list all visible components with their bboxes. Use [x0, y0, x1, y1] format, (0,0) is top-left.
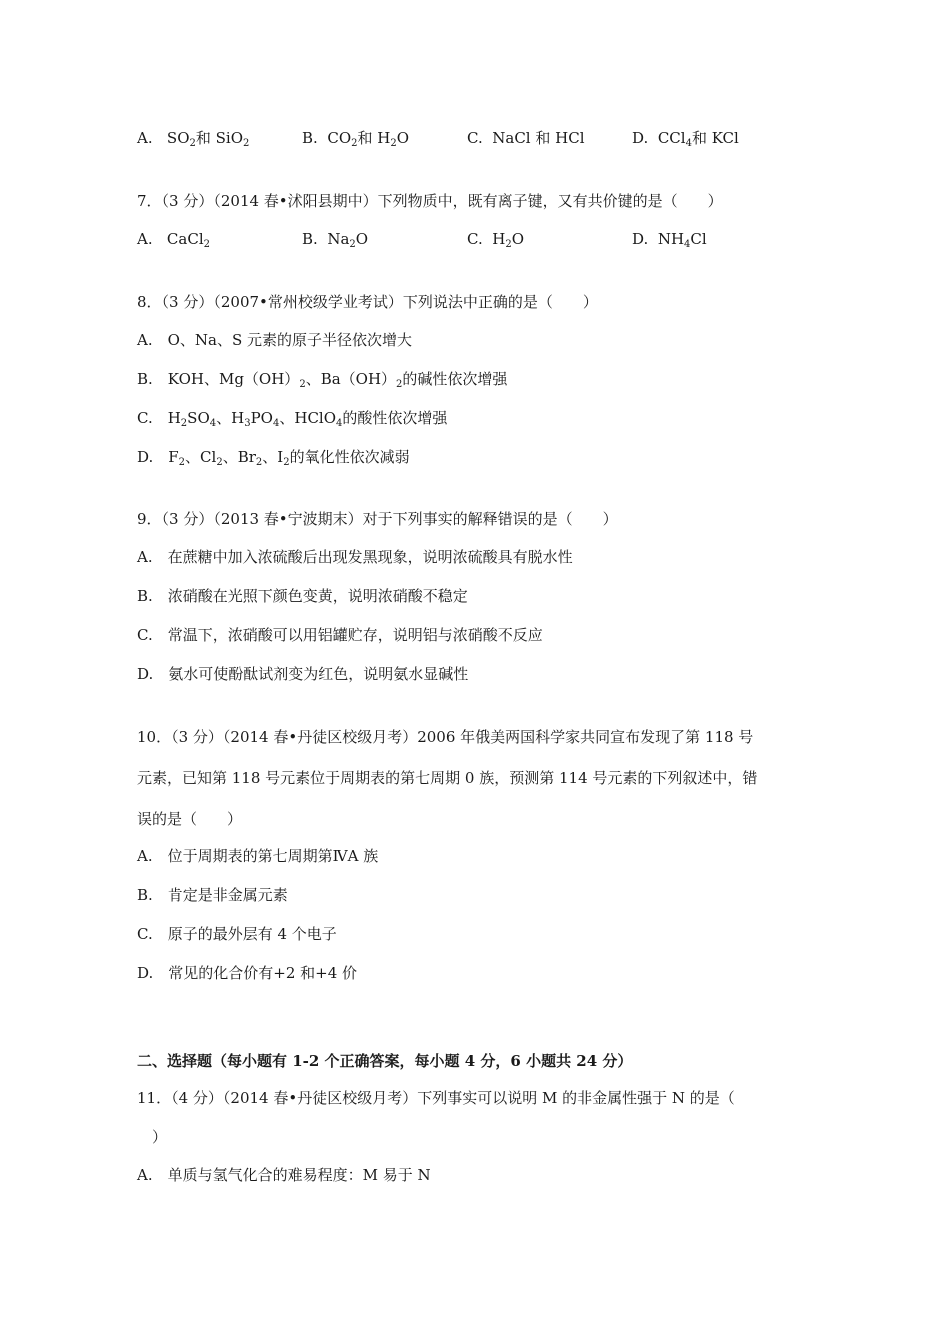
q9-option-c: C. 常温下，浓硝酸可以用铝罐贮存，说明铝与浓硝酸不反应 [137, 626, 543, 644]
q10-stem-line-3: 误的是（ ） [137, 810, 243, 828]
q11-option-a: A. 单质与氢气化合的难易程度：M 易于 N [137, 1166, 431, 1184]
q10-option-d: D. 常见的化合价有+2 和+4 价 [137, 964, 358, 982]
q8-option-d: D. $F_2$、$Cl_2$、$Br_2$、$I_2$的氧化性依次减弱 [137, 448, 410, 468]
q6-option-c: C. NaCl 和 HCl [467, 129, 585, 147]
q6-option-a: A. $SO_2$和 SiO$_2$ [137, 129, 250, 149]
q7-option-d: D. $NH_4Cl$ [632, 230, 707, 250]
q6-option-d: D. CCl$_4$和 KCl [632, 129, 739, 149]
q9-option-b: B. 浓硝酸在光照下颜色变黄，说明浓硝酸不稳定 [137, 587, 468, 605]
q7-option-b: B. $Na_2O$ [302, 230, 369, 250]
q8-option-c: C. $H_2SO_4$、$H_3PO_4$、HClO$_4$的酸性依次增强 [137, 409, 448, 429]
q8-stem: 8．（3 分）（2007•常州校级学业考试）下列说法中正确的是（ ） [137, 293, 598, 311]
q10-option-a: A. 位于周期表的第七周期第ⅣA 族 [137, 847, 379, 865]
q11-stem-line-1: 11．（4 分）（2014 春•丹徒区校级月考）下列事实可以说明 M 的非金属性强于 N 的是（ [137, 1089, 735, 1107]
q10-stem-line-1: 10．（3 分）（2014 春•丹徒区校级月考）2006 年俄美两国科学家共同宣布发现了第 118 号 [137, 728, 754, 746]
q8-option-b: B. KOH、$Mg(OH)_2$、$Ba(OH)_2$的碱性依次增强 [137, 370, 508, 390]
q10-option-b: B. 肯定是非金属元素 [137, 886, 288, 904]
q9-option-d: D. 氨水可使酚酞试剂变为红色，说明氨水显碱性 [137, 665, 469, 683]
q10-stem-line-2: 元素，已知第 118 号元素位于周期表的第七周期 0 族，预测第 114 号元素的下列叙述中，错 [137, 769, 758, 787]
q11-stem-line-2: ） [152, 1128, 168, 1146]
q10-option-c: C. 原子的最外层有 4 个电子 [137, 925, 337, 943]
q7-option-c: C. $H_2O$ [467, 230, 525, 250]
q7-stem: 7．（3 分）（2014 春•沭阳县期中）下列物质中，既有离子键，又有共价键的是（ ） [137, 192, 723, 210]
q8-option-a: A. O、Na、S 元素的原子半径依次增大 [137, 331, 413, 349]
q6-option-b: B. $CO_2$和 $H_2O$ [302, 129, 410, 149]
section-heading: 二、选择题（每小题有 1-2 个正确答案，每小题 4 分，6 小题共 24 分） [137, 1052, 633, 1070]
q9-stem: 9．（3 分）（2013 春•宁波期末）对于下列事实的解释错误的是（ ） [137, 510, 618, 528]
q9-option-a: A. 在蔗糖中加入浓硫酸后出现发黑现象，说明浓硫酸具有脱水性 [137, 548, 573, 566]
q7-option-a: A. CaCl$_2$ [137, 230, 210, 250]
